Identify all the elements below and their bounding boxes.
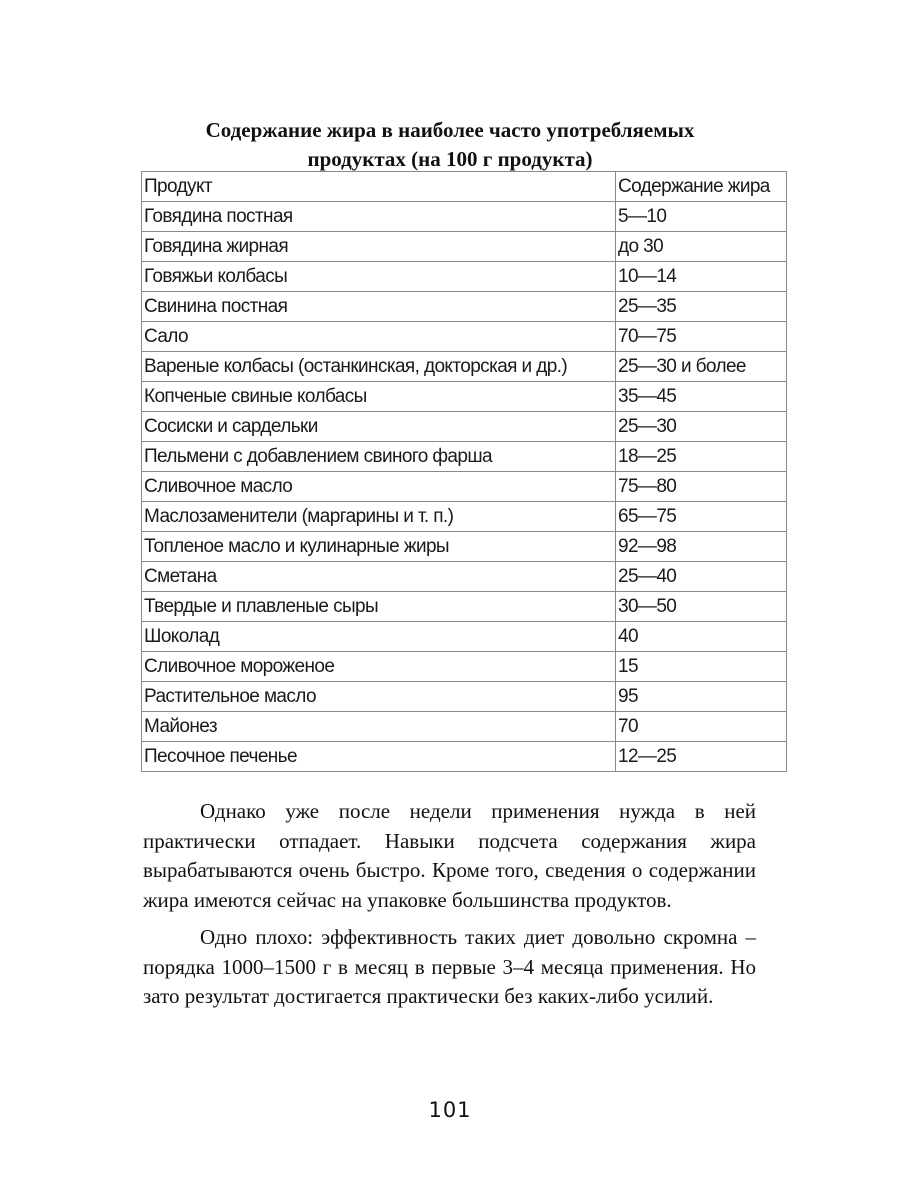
table-row <box>142 592 787 622</box>
fat-content-table <box>141 171 787 772</box>
table-row <box>142 562 787 592</box>
product-cell: Сливочное масло <box>142 472 616 502</box>
fat-cell: 40 <box>616 622 787 652</box>
table-row <box>142 712 787 742</box>
body-text <box>143 797 756 1020</box>
product-cell: Майонез <box>142 712 616 742</box>
table-row <box>142 262 787 292</box>
fat-cell: 12—25 <box>616 742 787 772</box>
table-title-line-1: Содержание жира в наиболее часто употребляемых <box>205 118 695 142</box>
table-row <box>142 202 787 232</box>
fat-cell: 75—80 <box>616 472 787 502</box>
table-row <box>142 412 787 442</box>
product-cell: Маслозаменители (маргарины и т. п.) <box>142 502 616 532</box>
product-cell: Вареные колбасы (останкинская, докторская и др.) <box>142 352 616 382</box>
fat-cell: 25—35 <box>616 292 787 322</box>
fat-cell: 70 <box>616 712 787 742</box>
table-row <box>142 682 787 712</box>
table-row <box>142 652 787 682</box>
product-cell: Копченые свиные колбасы <box>142 382 616 412</box>
fat-cell: 5—10 <box>616 202 787 232</box>
table-row <box>142 622 787 652</box>
header-product: Продукт <box>142 172 616 202</box>
table-row <box>142 502 787 532</box>
table-row <box>142 322 787 352</box>
table-header-row <box>142 172 787 202</box>
table-row <box>142 232 787 262</box>
fat-cell: 92—98 <box>616 532 787 562</box>
table-title-line-2: продуктах (на 100 г продукта) <box>307 147 593 171</box>
product-cell: Топленое масло и кулинарные жиры <box>142 532 616 562</box>
product-cell: Свинина постная <box>142 292 616 322</box>
table-row <box>142 292 787 322</box>
table-row <box>142 442 787 472</box>
product-cell: Говяжьи колбасы <box>142 262 616 292</box>
product-cell: Твердые и плавленые сыры <box>142 592 616 622</box>
product-cell: Говядина постная <box>142 202 616 232</box>
fat-cell: 35—45 <box>616 382 787 412</box>
fat-cell: до 30 <box>616 232 787 262</box>
fat-cell: 95 <box>616 682 787 712</box>
table-title <box>140 116 760 174</box>
fat-cell: 25—40 <box>616 562 787 592</box>
table-row <box>142 382 787 412</box>
fat-cell: 25—30 и более <box>616 352 787 382</box>
product-cell: Песочное печенье <box>142 742 616 772</box>
fat-cell: 70—75 <box>616 322 787 352</box>
table-row <box>142 352 787 382</box>
fat-cell: 18—25 <box>616 442 787 472</box>
table-row <box>142 742 787 772</box>
product-cell: Растительное масло <box>142 682 616 712</box>
product-cell: Сосиски и сардельки <box>142 412 616 442</box>
paragraph: Одно плохо: эффективность таких диет довольно скромна – порядка 1000–1500 г в месяц в первые 3–4 месяца применения. Но зато результат достигается практически без каких-либо усилий. <box>143 925 756 1008</box>
paragraph: Однако уже после недели применения нужда в ней практически отпадает. Навыки подсчета содержания жира вырабатываются очень быстро. Кроме того, сведения о содержании жира имеются сейчас на упаковке большинства продуктов. <box>143 799 756 912</box>
fat-cell: 15 <box>616 652 787 682</box>
table-row <box>142 532 787 562</box>
fat-cell: 30—50 <box>616 592 787 622</box>
product-cell: Говядина жирная <box>142 232 616 262</box>
table-row <box>142 472 787 502</box>
product-cell: Сало <box>142 322 616 352</box>
fat-cell: 10—14 <box>616 262 787 292</box>
product-cell: Сметана <box>142 562 616 592</box>
product-cell: Сливочное мороженое <box>142 652 616 682</box>
fat-cell: 65—75 <box>616 502 787 532</box>
header-fat-content: Содержание жира <box>616 172 787 202</box>
product-cell: Шоколад <box>142 622 616 652</box>
fat-cell: 25—30 <box>616 412 787 442</box>
page-number: 101 <box>428 1098 472 1122</box>
product-cell: Пельмени с добавлением свиного фарша <box>142 442 616 472</box>
